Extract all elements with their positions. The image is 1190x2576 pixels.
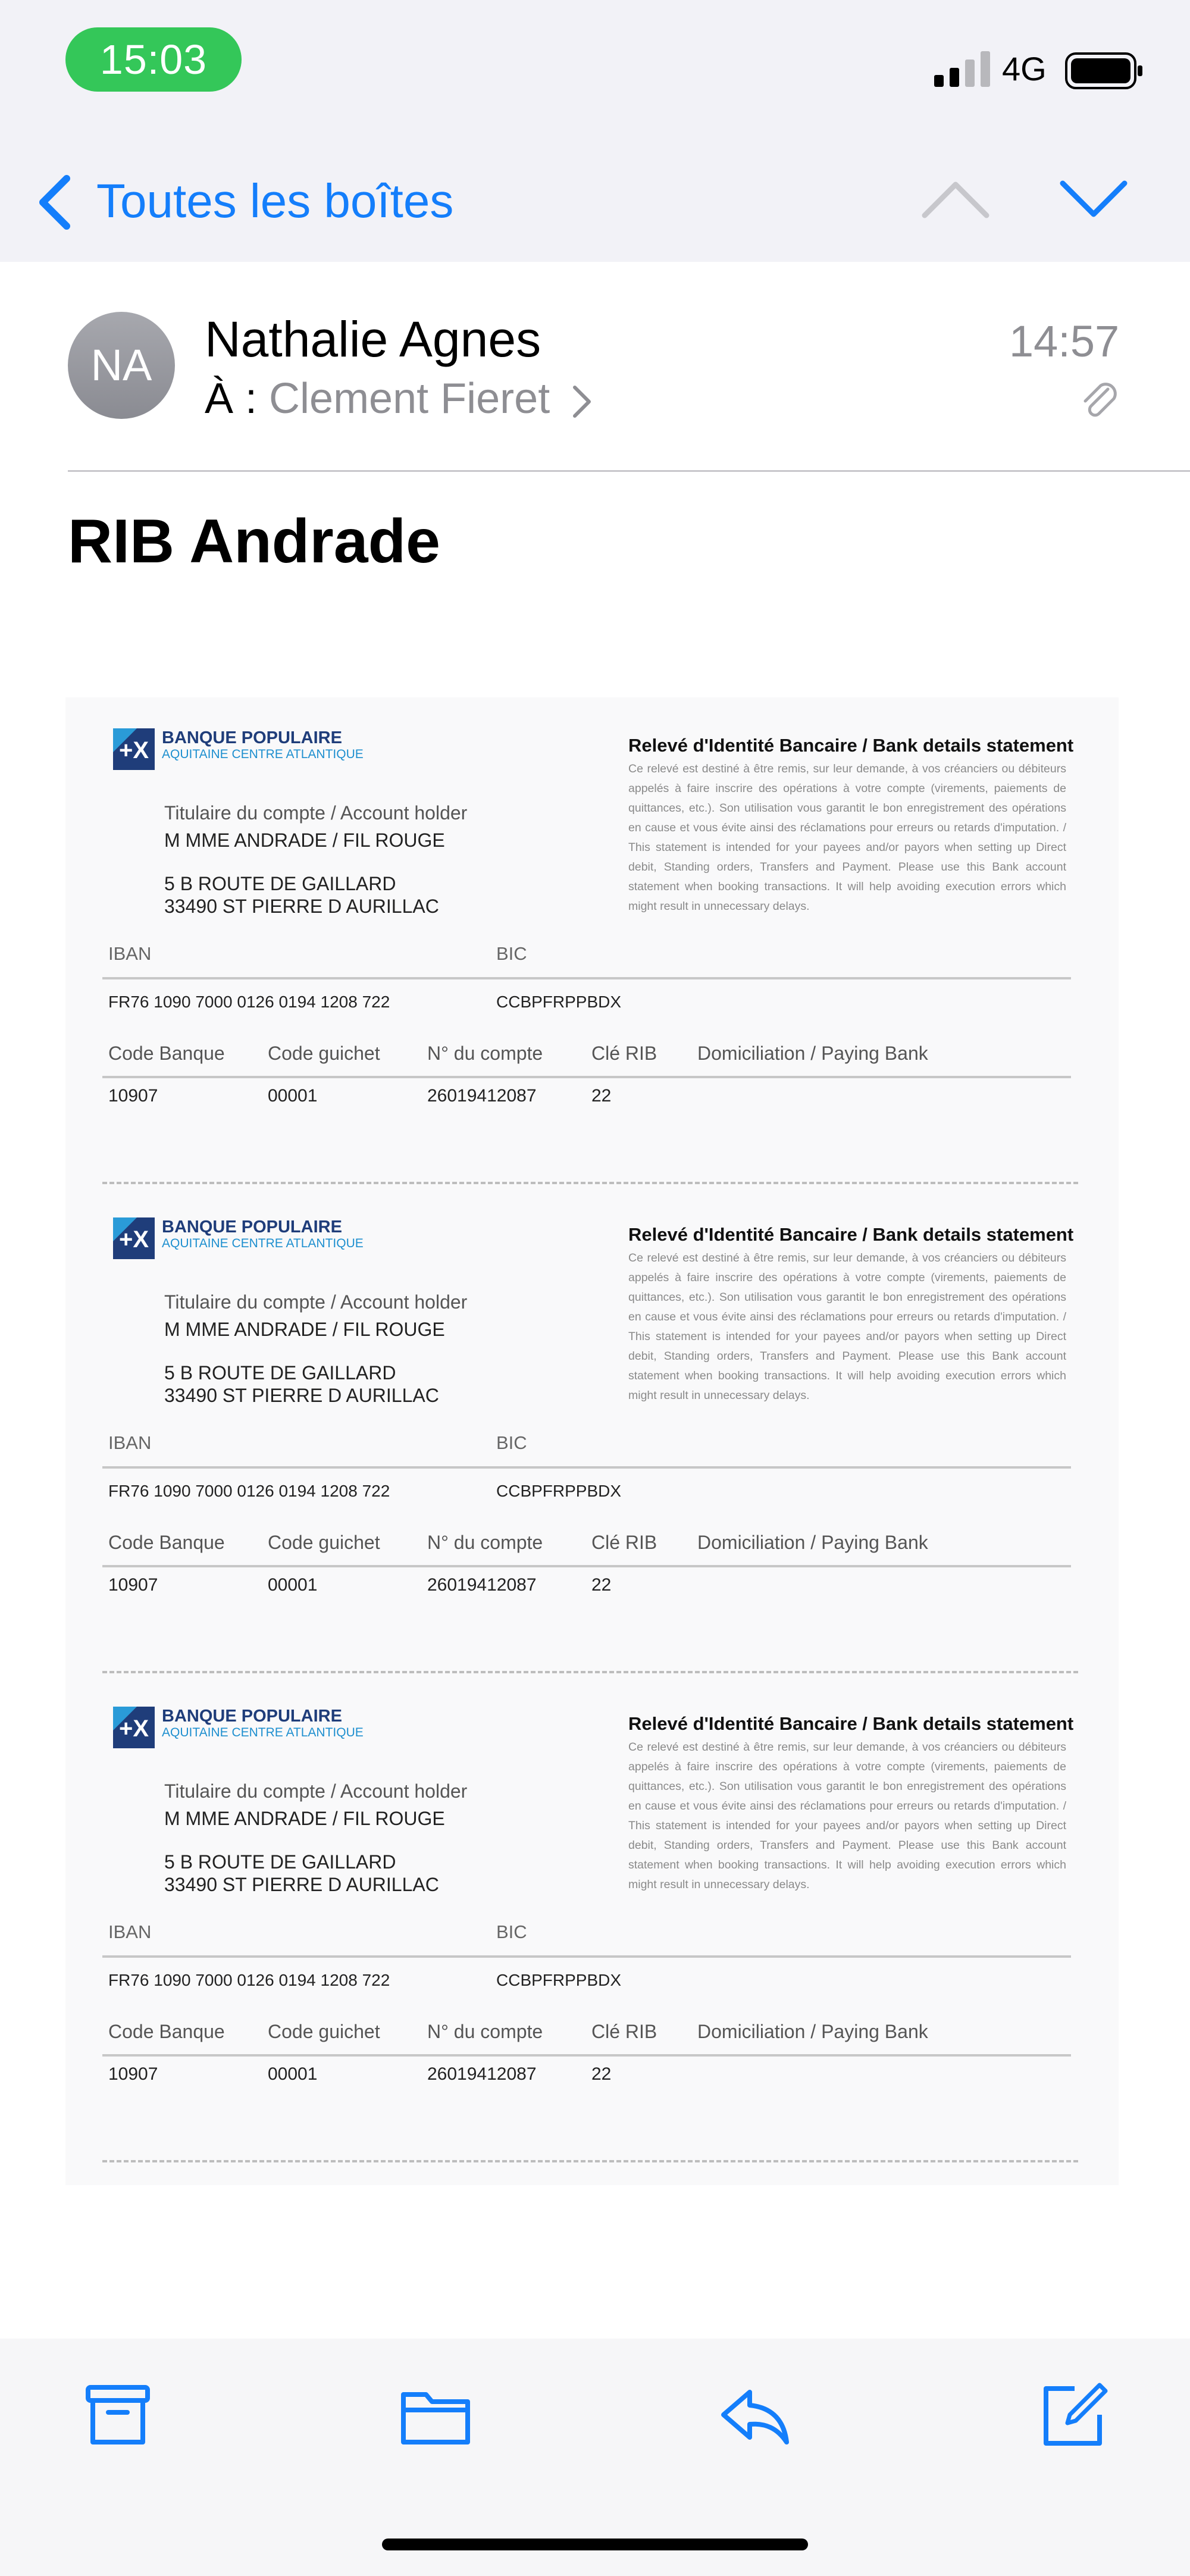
iban-label: IBAN [108,943,152,964]
statement-title: Relevé d'Identité Bancaire / Bank details statement [628,735,1074,756]
sender-name[interactable]: Nathalie Agnes [205,311,541,367]
bic-value: CCBPFRPPBDX [496,1482,622,1500]
holder-label: Titulaire du compte / Account holder [164,802,468,824]
address-line: 5 B ROUTE DE GAILLARD [164,1851,396,1873]
code-guichet-value: 00001 [268,1575,318,1595]
rib-card [65,1676,1119,2165]
to-label: À : [205,375,258,422]
status-time[interactable]: 15:03 [65,27,242,92]
account-number-value: 26019412087 [427,1575,537,1595]
code-guichet-value: 00001 [268,1086,318,1106]
address-line: 33490 ST PIERRE D AURILLAC [164,896,439,917]
previous-message-icon[interactable] [921,179,990,220]
iban-value: FR76 1090 7000 0126 0194 1208 722 [108,1482,390,1500]
header-divider [68,470,1190,472]
message-subject: RIB Andrade [68,507,440,576]
cut-line [102,1182,1078,1184]
network-type: 4G [1002,50,1047,87]
account-number-value: 26019412087 [427,2064,537,2084]
domiciliation-header: Domiciliation / Paying Bank [697,1043,928,1064]
recipient-name[interactable]: Clement Fieret [269,375,550,422]
rule [102,1565,1071,1567]
bank-name: BANQUE POPULAIRE [162,1707,342,1726]
holder-label: Titulaire du compte / Account holder [164,1780,468,1802]
archive-icon[interactable] [82,2380,154,2452]
statement-text: Ce relevé est destiné à être remis, sur leur demande, à vos créanciers ou débiteurs appelés à faire inscrire des opérations à votre compte (virements, paiements de quittances, etc.). Son utilisation vous garantit le bon enregistrement des opérations en cause et vous évite ainsi des réclamations pour erreurs ou retards d'imputation. / This statement is intended for your payees and/or payors when setting up Direct debit, Standing orders, Transfers and Payment. Please use this Bank account statement when booking transactions. It will help avoiding execution errors which might result in unnecessary delays. [628,1251,1066,1402]
bank-logo-icon [113,728,155,770]
chevron-right-icon[interactable] [571,384,593,420]
paperclip-icon [1077,377,1122,422]
address-line: 5 B ROUTE DE GAILLARD [164,873,396,894]
code-banque-value: 10907 [108,1086,158,1106]
holder-label: Titulaire du compte / Account holder [164,1291,468,1313]
rule [102,2054,1071,2057]
cellular-signal-icon [934,51,991,87]
holder-name: M MME ANDRADE / FIL ROUGE [164,830,445,851]
bank-region: AQUITAINE CENTRE ATLANTIQUE [162,1237,364,1250]
bank-name: BANQUE POPULAIRE [162,1217,342,1237]
home-indicator[interactable] [382,2539,808,2550]
reply-icon[interactable] [719,2380,790,2452]
code-banque-value: 10907 [108,2064,158,2084]
back-button[interactable]: Toutes les boîtes [96,174,454,227]
cle-rib-value: 22 [591,1086,612,1106]
rib-attachment[interactable] [65,697,1119,2185]
domiciliation-header: Domiciliation / Paying Bank [697,1532,928,1553]
statement-text: Ce relevé est destiné à être remis, sur leur demande, à vos créanciers ou débiteurs appelés à faire inscrire des opérations à votre compte (virements, paiements de quittances, etc.). Son utilisation vous garantit le bon enregistrement des opérations en cause et vous évite ainsi des réclamations pour erreurs ou retards d'imputation. / This statement is intended for your payees and/or payors when setting up Direct debit, Standing orders, Transfers and Payment. Please use this Bank account statement when booking transactions. It will help avoiding execution errors which might result in unnecessary delays. [628,1741,1066,1891]
svg-text:+X: +X [118,737,149,763]
rib-card [65,1187,1119,1676]
rule [102,977,1071,979]
holder-name: M MME ANDRADE / FIL ROUGE [164,1808,445,1829]
code-guichet-header: Code guichet [268,1043,380,1064]
code-banque-header: Code Banque [108,1043,225,1064]
bank-region: AQUITAINE CENTRE ATLANTIQUE [162,1726,364,1739]
cle-rib-header: Clé RIB [591,2021,657,2042]
statement-title: Relevé d'Identité Bancaire / Bank details statement [628,1224,1074,1245]
iban-label: IBAN [108,1921,152,1942]
bank-logo-icon [113,1707,155,1748]
cle-rib-header: Clé RIB [591,1532,657,1553]
account-number-header: N° du compte [427,1043,543,1064]
address-line: 33490 ST PIERRE D AURILLAC [164,1874,439,1895]
compose-icon[interactable] [1038,2380,1109,2452]
bic-label: BIC [496,1921,527,1942]
rule [102,1076,1071,1078]
code-guichet-header: Code guichet [268,2021,380,2042]
cle-rib-header: Clé RIB [591,1043,657,1064]
statement-title: Relevé d'Identité Bancaire / Bank details statement [628,1713,1074,1734]
cle-rib-value: 22 [591,1575,612,1595]
bank-region: AQUITAINE CENTRE ATLANTIQUE [162,747,364,761]
account-number-value: 26019412087 [427,1086,537,1106]
cle-rib-value: 22 [591,2064,612,2084]
iban-value: FR76 1090 7000 0126 0194 1208 722 [108,993,390,1011]
code-guichet-value: 00001 [268,2064,318,2084]
iban-label: IBAN [108,1432,152,1453]
battery-icon [1065,52,1144,89]
back-chevron-icon[interactable] [37,174,73,231]
svg-text:+X: +X [118,1226,149,1253]
svg-text:+X: +X [118,1716,149,1742]
holder-name: M MME ANDRADE / FIL ROUGE [164,1319,445,1340]
recipient-row[interactable] [205,369,593,428]
bank-logo-icon [113,1217,155,1259]
cut-line [102,1671,1078,1673]
cut-line [102,2160,1078,2162]
address-line: 5 B ROUTE DE GAILLARD [164,1362,396,1384]
bic-value: CCBPFRPPBDX [496,1971,622,1989]
code-banque-header: Code Banque [108,1532,225,1553]
iban-value: FR76 1090 7000 0126 0194 1208 722 [108,1971,390,1989]
next-message-icon[interactable] [1059,179,1128,220]
rib-card [65,697,1119,1187]
bank-name: BANQUE POPULAIRE [162,728,342,747]
code-banque-header: Code Banque [108,2021,225,2042]
rule [102,1955,1071,1958]
domiciliation-header: Domiciliation / Paying Bank [697,2021,928,2042]
folder-icon[interactable] [400,2380,471,2452]
account-number-header: N° du compte [427,1532,543,1553]
bic-label: BIC [496,1432,527,1453]
code-guichet-header: Code guichet [268,1532,380,1553]
bic-value: CCBPFRPPBDX [496,993,622,1011]
bic-label: BIC [496,943,527,964]
message-time: 14:57 [1009,317,1120,366]
rule [102,1466,1071,1469]
statement-text: Ce relevé est destiné à être remis, sur leur demande, à vos créanciers ou débiteurs appelés à faire inscrire des opérations à votre compte (virements, paiements de quittances, etc.). Son utilisation vous garantit le bon enregistrement des opérations en cause et vous évite ainsi des réclamations pour erreurs ou retards d'imputation. / This statement is intended for your payees and/or payors when setting up Direct debit, Standing orders, Transfers and Payment. Please use this Bank account statement when booking transactions. It will help avoiding execution errors which might result in unnecessary delays. [628,762,1066,913]
address-line: 33490 ST PIERRE D AURILLAC [164,1385,439,1406]
account-number-header: N° du compte [427,2021,543,2042]
sender-avatar[interactable]: NA [68,312,175,419]
code-banque-value: 10907 [108,1575,158,1595]
